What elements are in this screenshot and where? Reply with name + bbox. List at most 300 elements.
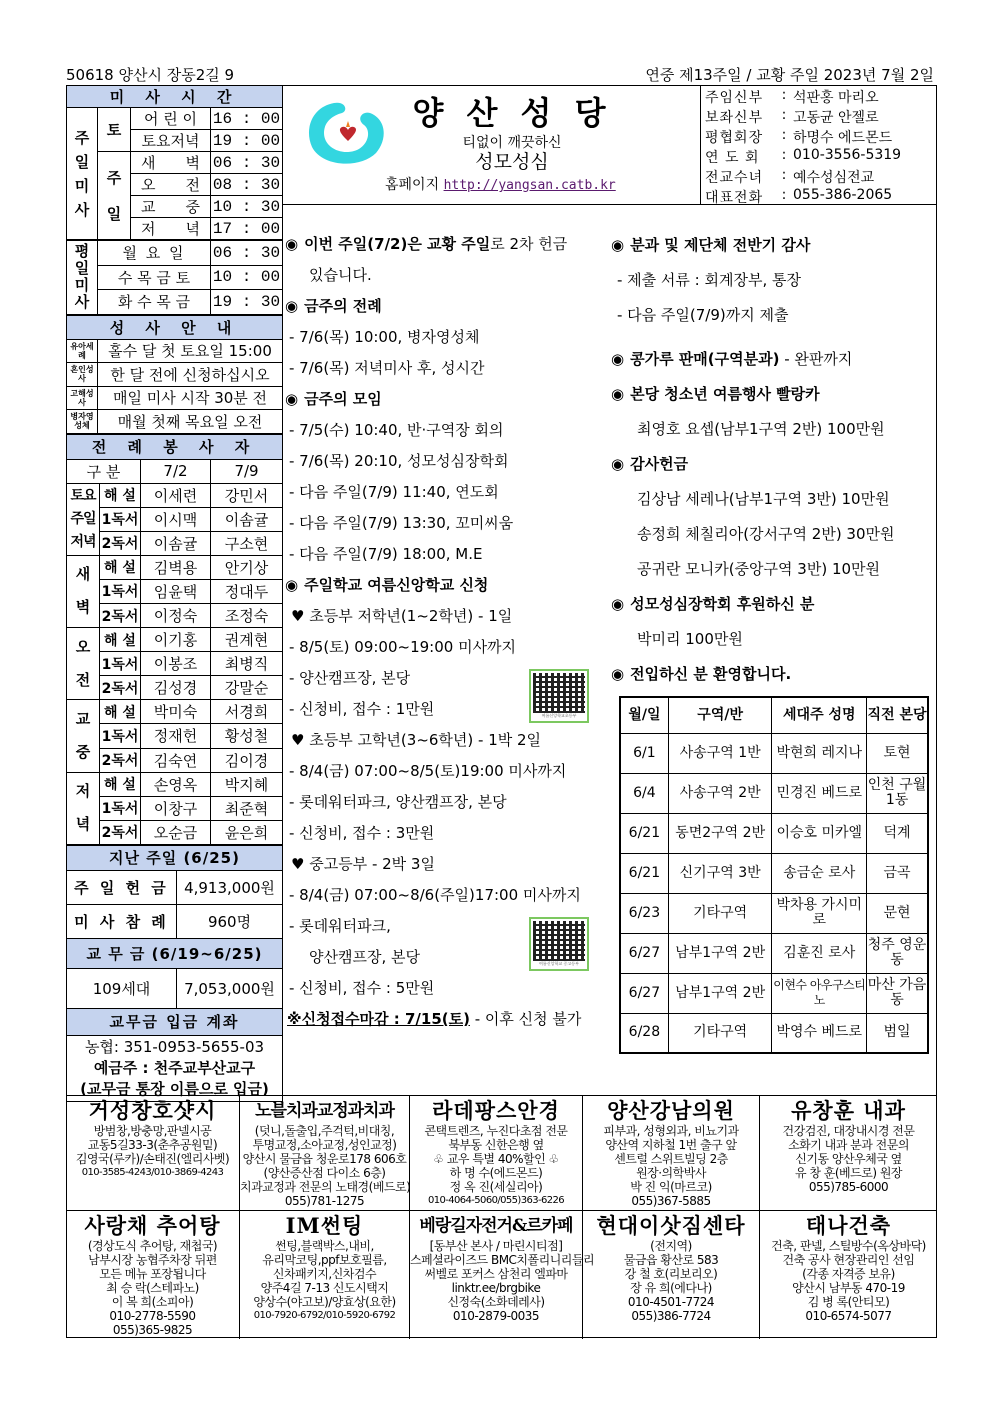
staff-row	[705, 107, 937, 127]
minister-name: 이세련	[141, 483, 211, 507]
table-cell: 인천 구월1동	[867, 773, 928, 813]
mass-times-title: 미 사 시 간	[67, 86, 283, 108]
table-row	[620, 813, 928, 853]
notice-line-text	[287, 1011, 581, 1028]
radio-bullet-icon: ◉	[611, 385, 625, 403]
notice-line-text	[289, 422, 504, 439]
minister-group-label: 교 중	[67, 700, 100, 772]
staff-row	[705, 187, 937, 207]
notice-line	[283, 849, 607, 880]
notice-text: 양산캠프장, 본당	[309, 948, 420, 966]
column-header: 월/일	[620, 697, 668, 733]
ad-line: 남부시장 농협주차장 뒤편	[88, 1253, 217, 1267]
ad-title: 노블치과교정과치과	[255, 1101, 394, 1121]
ad-line: 양산시 물금읍 청운로178 606호	[242, 1152, 407, 1166]
table-cell: 박현희 레지나	[772, 733, 867, 773]
table-cell: 남부1구역 2반	[668, 933, 772, 973]
notice-line-text	[611, 456, 688, 473]
notice-line	[607, 377, 937, 412]
sacraments-title: 성 사 안 내	[67, 315, 283, 339]
notice-line-text	[289, 763, 566, 780]
minister-name: 조정숙	[211, 603, 283, 627]
notice-line	[607, 263, 937, 298]
notice-text: - 8/4(금) 07:00~8/6(주일)17:00 미사까지	[289, 886, 581, 904]
sacrament-label: 혼인성사	[67, 363, 98, 387]
notice-line	[283, 477, 607, 508]
ad-title: 태나건축	[805, 1213, 892, 1238]
table-cell: 송금순 로사	[772, 853, 867, 893]
notice-line-text	[285, 391, 382, 408]
attendance-label: 미 사 참 례	[67, 904, 177, 938]
dues-amount: 7,053,000원	[177, 968, 283, 1008]
ad-title: 현대이삿짐센타	[596, 1213, 746, 1238]
advertisement	[410, 1211, 595, 1339]
ad-line: (경상도식 추어탕, 재첩국)	[87, 1239, 218, 1253]
minister-name: 김이경	[211, 748, 283, 772]
ad-line: 055)367-5885	[631, 1194, 711, 1208]
notice-line	[607, 552, 937, 587]
ad-line: 055)785-6000	[808, 1180, 889, 1194]
notice-line-text	[289, 639, 516, 656]
account-title: 교무금 입금 계좌	[67, 1008, 283, 1035]
notice-line	[607, 342, 937, 377]
ad-line: 김영국(루카)/손태진(엘리사벳)	[75, 1152, 230, 1166]
notice-line-text	[285, 236, 567, 253]
ad-line: 신정숙(소화데레사)	[447, 1295, 545, 1309]
notice-text: 공귀란 모니카(중앙구역 3반) 10만원	[637, 560, 881, 578]
minister-role: 해 설	[100, 555, 141, 579]
table-cell: 6/28	[620, 1013, 668, 1053]
minister-row	[67, 507, 283, 531]
notice-line	[283, 601, 607, 632]
notice-line-text	[637, 491, 890, 508]
minister-name: 김숙연	[141, 748, 211, 772]
sacrament-label: 유아세례	[67, 339, 98, 363]
staff-role: 연 도 회	[705, 150, 760, 166]
staff-value: 010-3556-5319	[793, 147, 902, 163]
notice-line	[283, 291, 607, 322]
notice-line	[283, 508, 607, 539]
notice-line	[283, 384, 607, 415]
notice-line-text	[289, 484, 499, 501]
ad-title: 사랑채 추어탕	[84, 1213, 221, 1238]
sacrament-label: 고해성사	[67, 386, 98, 410]
table-cell: 박영수 베드로	[772, 1013, 867, 1053]
notice-line-text	[291, 608, 512, 625]
radio-bullet-icon: ◉	[285, 297, 299, 315]
ad-line: 이 복 희(소피아)	[111, 1295, 194, 1309]
ad-line: 010-7920-6792/010-5920-6792	[253, 1310, 396, 1321]
ad-line: 원장·의학박사	[636, 1166, 706, 1180]
table-cell: 토현	[867, 733, 928, 773]
minister-name: 정대두	[211, 579, 283, 603]
table-cell: 6/21	[620, 853, 668, 893]
notice-line	[283, 415, 607, 446]
notice-line	[283, 260, 607, 291]
notice-line	[607, 482, 937, 517]
staff-role: 보좌신부	[705, 110, 764, 126]
notice-line	[283, 880, 607, 911]
advertisement	[410, 1096, 583, 1211]
ad-line: 피부과, 성형외과, 비뇨기과	[603, 1124, 739, 1138]
ad-line: 북부동 신한은행 옆	[448, 1138, 544, 1152]
notice-text: 분과 및 제단체 전반기 감사	[630, 236, 811, 254]
address: 50618 양산시 장동2길 9	[66, 66, 235, 84]
minister-row	[67, 628, 283, 652]
mass-time: 06 : 30	[211, 152, 283, 174]
notice-text: 이번 주일(7/2)은 교황 주일	[304, 235, 491, 253]
minister-name: 강말순	[211, 676, 283, 700]
ad-line: 건축 공사 현장관리인 선임	[782, 1253, 915, 1267]
ads-section	[66, 1095, 937, 1338]
ad-line: (각종 자격증 보유)	[802, 1267, 895, 1281]
minister-role: 2독서	[100, 820, 141, 844]
ad-line: 양산역 지하철 1번 출구 앞	[605, 1138, 737, 1152]
ad-title: 양산강남의원	[607, 1098, 735, 1123]
minister-name: 서경희	[211, 700, 283, 724]
ad-line: 건축, 판넬, 스틸방수(옥상바닥)	[771, 1239, 926, 1253]
ad-line: 치과교정과 전문의 노태경(베드로)	[240, 1180, 411, 1194]
minister-role: 해 설	[100, 483, 141, 507]
ad-title: 거성창호샷시	[88, 1098, 217, 1123]
ad-line: ♧ 교우 특별 40%할인 ♧	[433, 1152, 559, 1166]
table-cell: 기타구역	[668, 1013, 772, 1053]
table-cell: 이현수 아우구스티노	[772, 973, 867, 1013]
table-cell: 청주 영운동	[867, 933, 928, 973]
notice-line	[607, 228, 937, 263]
notice-line	[283, 570, 607, 601]
notice-text-rest: - 이후 신청 불가	[469, 1010, 582, 1028]
notice-line-text	[289, 918, 391, 935]
table-cell: 문현	[867, 893, 928, 933]
notice-text: 금주의 전례	[304, 297, 382, 315]
notice-line-text	[611, 596, 814, 613]
ad-title: 유창훈 내과	[791, 1098, 906, 1123]
table-cell: 남부1구역 2반	[668, 973, 772, 1013]
mass-name: 어 린 이	[131, 108, 211, 130]
ad-line: 교동5길33-3(춘추공원밑)	[87, 1138, 218, 1152]
minister-role: 1독서	[100, 507, 141, 531]
sacrament-label: 병자영성체	[67, 410, 98, 434]
table-cell: 6/27	[620, 933, 668, 973]
staff-role: 전교수녀	[705, 170, 764, 186]
mass-time: 10 : 30	[211, 196, 283, 218]
notice-text: ♥ 중고등부 - 2박 3일	[291, 855, 435, 873]
notice-text: 송정희 체칠리아(강서구역 2반) 30만원	[637, 525, 895, 543]
ad-line: 010-3585-4243/010-3869-4243	[81, 1167, 224, 1178]
ad-line: 썬팅,블랙박스,내비,	[275, 1239, 374, 1253]
ad-line: 건강검진, 대장내시경 전문	[782, 1124, 915, 1138]
mass-name: 오 전	[131, 174, 211, 196]
ad-line: 유리막코팅,ppf보호필름,	[262, 1253, 387, 1267]
ad-line: 010-4064-5060/055)363-6226	[427, 1195, 565, 1206]
ad-line: 055)781-1275	[284, 1194, 365, 1208]
account-number: 농협: 351-0953-5655-03	[84, 1037, 265, 1056]
notice-text: 콩가루 판매(구역분과)	[630, 350, 780, 368]
minister-role: 1독서	[100, 579, 141, 603]
notice-line	[607, 622, 937, 657]
mass-times-table	[66, 85, 283, 240]
table-cell: 6/4	[620, 773, 668, 813]
radio-bullet-icon: ◉	[285, 390, 299, 408]
notice-line	[283, 973, 607, 1004]
notice-text: - 7/6(목) 20:10, 성모성심장학회	[289, 452, 509, 470]
table-row	[620, 933, 928, 973]
notice-text: - 8/4(금) 07:00~8/5(토)19:00 미사까지	[289, 762, 567, 780]
ad-line: 010-2879-0035	[452, 1309, 540, 1323]
advertisement	[66, 1096, 240, 1211]
notice-line	[283, 539, 607, 570]
notices-middle	[282, 205, 607, 1095]
minister-name: 이봉조	[141, 652, 211, 676]
ad-line: 정 옥 진(세실리아)	[449, 1180, 543, 1194]
table-cell: 사송구역 1반	[668, 733, 772, 773]
minister-row	[67, 579, 283, 603]
ad-title: 베랑길자전거&르카페	[419, 1216, 573, 1236]
notice-text: 김상남 세레나(남부1구역 3반) 10만원	[637, 490, 890, 508]
table-cell: 사송구역 2반	[668, 773, 772, 813]
staff-row	[705, 127, 937, 147]
staff-value: 예수성심전교	[793, 170, 875, 186]
church-name: 양 산 성 당	[412, 94, 612, 132]
ad-line: 055)365-9825	[112, 1323, 193, 1337]
column-header: 직전 본당	[867, 697, 928, 733]
mass-name: 저 녁	[131, 218, 211, 240]
ad-line: 양산시 남부동 470-19	[792, 1281, 905, 1295]
dues-households: 109세대	[67, 968, 177, 1008]
notice-line-text	[617, 272, 801, 289]
sacraments-table	[66, 315, 283, 434]
column-header: 구역/반	[668, 697, 772, 733]
table-cell: 이승호 미카엘	[772, 813, 867, 853]
minister-row	[67, 483, 283, 507]
ministers-col-head: 구 분	[67, 459, 141, 483]
notice-line-text	[291, 732, 541, 749]
minister-role: 2독서	[100, 676, 141, 700]
separator: :	[781, 87, 787, 103]
attendance-value: 960명	[177, 904, 283, 938]
table-row	[620, 773, 928, 813]
advertisement	[583, 1096, 760, 1211]
mass-time: 19 : 30	[211, 290, 283, 315]
ad-line: 최 승 락(스테파노)	[106, 1281, 199, 1295]
homepage-link[interactable]: http://yangsan.catb.kr	[443, 178, 616, 193]
table-cell: 동면2구역 2반	[668, 813, 772, 853]
notice-text: - 신청비, 접수 : 3만원	[289, 824, 435, 842]
minister-row	[67, 820, 283, 844]
mass-name: 교 중	[131, 196, 211, 218]
notice-text-rest: - 완판까지	[779, 350, 853, 368]
move-in-table	[619, 696, 929, 1054]
mass-name: 토요저녁	[131, 130, 211, 152]
separator: :	[781, 127, 787, 143]
table-cell: 6/23	[620, 893, 668, 933]
minister-name: 정재헌	[141, 724, 211, 748]
date-col: 7/2	[141, 459, 211, 483]
advertisement	[760, 1096, 937, 1211]
minister-name: 이시맥	[141, 507, 211, 531]
mass-name: 수 목 금 토	[98, 265, 211, 290]
table-row	[620, 973, 928, 1013]
notice-line-text	[611, 237, 810, 254]
notice-line-text	[289, 453, 508, 470]
ad-line: 콘택트렌즈, 누진다초점 전문	[424, 1124, 568, 1138]
notice-text: - 롯데워터파크,	[289, 917, 391, 935]
radio-bullet-icon: ◉	[285, 576, 299, 594]
minister-name: 박지혜	[211, 772, 283, 796]
notice-line-text	[289, 670, 410, 687]
notice-text: - 다음 주일(7/9) 18:00, M.E	[289, 545, 483, 563]
notice-text: ※신청접수마감 : 7/15(토)	[287, 1010, 470, 1028]
notice-line-text	[289, 980, 434, 997]
notice-line-text	[611, 351, 852, 368]
ministers-title: 전 례 봉 사 자	[67, 434, 283, 459]
offering-value: 4,913,000원	[177, 870, 283, 904]
minister-role: 1독서	[100, 796, 141, 820]
minister-name: 김벽용	[141, 555, 211, 579]
ad-line: (전지역)	[650, 1239, 692, 1253]
notice-text: - 8/5(토) 09:00~19:00 미사까지	[289, 638, 517, 656]
homepage-label: 홈페이지	[385, 177, 440, 193]
advertisement	[240, 1211, 410, 1339]
ad-line: 강 철 호(리보리오)	[624, 1267, 718, 1281]
ad-line: 박 진 익(마르코)	[630, 1180, 712, 1194]
mass-name: 새 벽	[131, 152, 211, 174]
notice-line	[283, 756, 607, 787]
notice-line-text	[289, 360, 485, 377]
advertisement	[66, 1211, 240, 1339]
notice-line	[283, 694, 607, 725]
ad-line: 투명교정,소아교정,성인교정)	[252, 1138, 397, 1152]
notice-line	[607, 447, 937, 482]
minister-row	[67, 796, 283, 820]
minister-name: 황성철	[211, 724, 283, 748]
weekday-mass-label: 평 일 미 사	[67, 241, 98, 315]
notice-line	[283, 229, 607, 260]
notice-text: - 롯데워터파크, 양산캠프장, 본당	[289, 793, 507, 811]
staff-row	[705, 167, 937, 187]
minister-name: 안기상	[211, 555, 283, 579]
table-cell: 신기구역 3반	[668, 853, 772, 893]
notice-text: 금주의 모임	[304, 390, 382, 408]
qr-caption: 여름신앙학교초등부	[541, 713, 577, 718]
table-cell: 6/27	[620, 973, 668, 1013]
notice-line-text	[309, 949, 420, 966]
notice-line-text	[611, 386, 820, 403]
separator: :	[781, 167, 787, 183]
ad-title: IM썬팅	[285, 1213, 364, 1238]
minister-role: 1독서	[100, 724, 141, 748]
notice-line-text	[617, 307, 788, 324]
radio-bullet-icon: ◉	[611, 350, 625, 368]
minister-name: 윤은희	[211, 820, 283, 844]
ad-line: 하 명 수(에드몬드)	[449, 1166, 543, 1180]
minister-row	[67, 603, 283, 627]
minister-name: 이창구	[141, 796, 211, 820]
spacer	[607, 333, 937, 342]
notice-line-text	[285, 577, 488, 594]
saturday-label: 토	[98, 108, 131, 152]
table-cell: 기타구역	[668, 893, 772, 933]
church-patron: 성모성심	[475, 151, 549, 173]
minister-name: 김성경	[141, 676, 211, 700]
minister-name: 임윤택	[141, 579, 211, 603]
notice-line-text	[289, 825, 434, 842]
table-cell: 금곡	[867, 853, 928, 893]
ministers-table	[66, 434, 283, 845]
table-cell: 마산 가음동	[867, 973, 928, 1013]
sacrament-row	[67, 363, 283, 387]
ad-line: linktr.ee/brgbike	[451, 1281, 541, 1295]
notice-text: ♥ 초등부 고학년(3~6학년) - 1박 2일	[291, 731, 542, 749]
notice-line	[607, 657, 937, 692]
notice-text: - 신청비, 접수 : 5만원	[289, 979, 435, 997]
minister-name: 오순금	[141, 820, 211, 844]
left-column	[66, 85, 282, 1102]
minister-role: 해 설	[100, 700, 141, 724]
separator: :	[781, 107, 787, 123]
radio-bullet-icon: ◉	[611, 236, 625, 254]
notice-text: 주일학교 여름신앙학교 신청	[304, 576, 489, 594]
notice-text: - 7/6(목) 10:00, 병자영성체	[289, 328, 480, 346]
notice-line	[283, 787, 607, 818]
minister-group-label: 토요주일저녁	[67, 483, 100, 555]
table-row	[620, 1013, 928, 1053]
advertisement	[583, 1211, 760, 1339]
last-week-title: 지난 주일 (6/25)	[67, 845, 283, 870]
offering-label: 주 일 헌 금	[67, 870, 177, 904]
mass-time: 16 : 00	[211, 108, 283, 130]
church-logo-icon	[304, 99, 388, 169]
table-cell: 범일	[867, 1013, 928, 1053]
advertisement	[240, 1096, 410, 1211]
notice-line-text	[637, 631, 743, 648]
notice-text: - 신청비, 접수 : 1만원	[289, 700, 435, 718]
move-in-header	[620, 697, 928, 733]
notice-line-text	[637, 421, 885, 438]
ad-line: 써벨로 포커스 삼천리 엘파마	[424, 1267, 568, 1281]
sacrament-row	[67, 339, 283, 363]
minister-row	[67, 652, 283, 676]
mass-time: 06 : 30	[211, 241, 283, 266]
account-note: (교무금 통장 이름으로 입금)	[80, 1079, 269, 1098]
table-row	[620, 733, 928, 773]
ad-line: 양주4길 7-13 신도시택지	[260, 1281, 389, 1295]
date-col: 7/9	[211, 459, 283, 483]
table-cell: 6/21	[620, 813, 668, 853]
notice-line	[283, 725, 607, 756]
sunday-mass-label: 주 일 미 사	[67, 108, 98, 240]
staff-value: 석판홍 마리오	[793, 90, 879, 106]
staff-row	[705, 147, 937, 167]
dues-title: 교 무 금 (6/19~6/25)	[67, 938, 283, 968]
minister-name: 권계현	[211, 628, 283, 652]
table-row	[620, 853, 928, 893]
notice-line	[283, 632, 607, 663]
notice-line-text	[289, 329, 480, 346]
radio-bullet-icon: ◉	[611, 595, 625, 613]
last-week-table	[66, 845, 283, 1102]
table-cell: 민경진 베드로	[772, 773, 867, 813]
minister-row	[67, 676, 283, 700]
sacrament-row	[67, 410, 283, 434]
ad-line: 김 병 록(안티모)	[807, 1295, 890, 1309]
minister-name: 이정숙	[141, 603, 211, 627]
mass-name: 화 수 목 금	[98, 290, 211, 315]
ad-line: 센트럴 스위트빌딩 2층	[614, 1152, 728, 1166]
minister-row	[67, 772, 283, 796]
minister-role: 해 설	[100, 628, 141, 652]
